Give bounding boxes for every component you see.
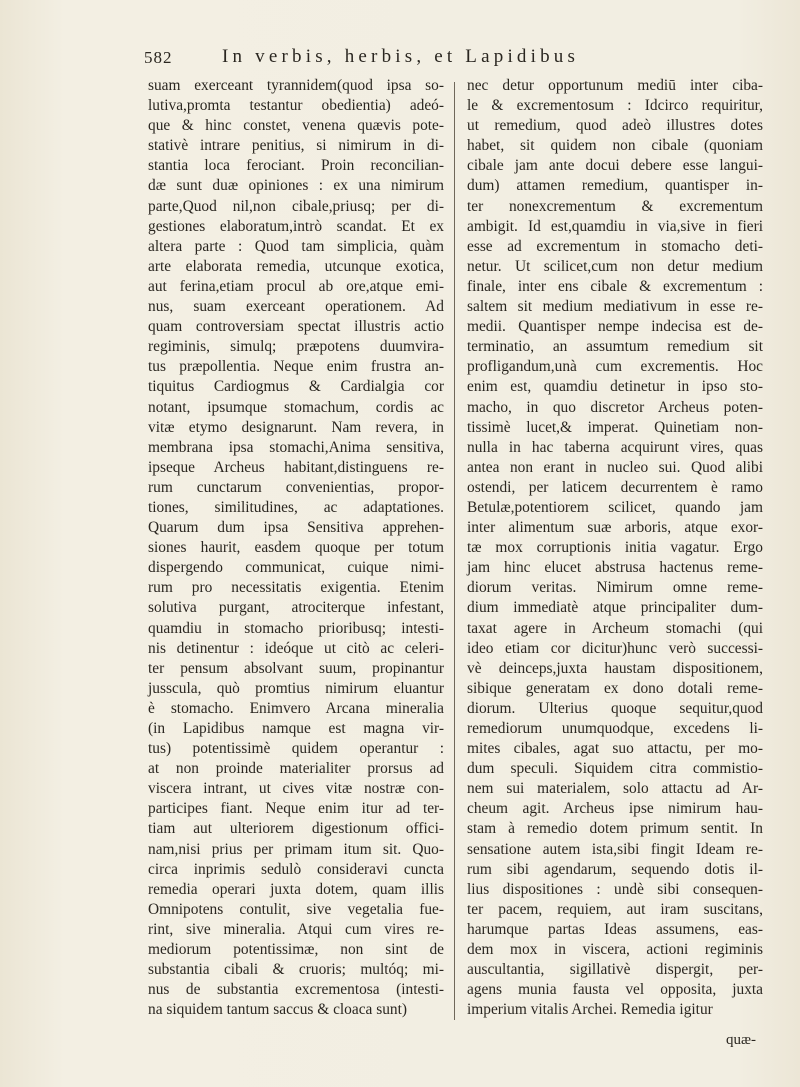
text-line: rum cunctarum convenientias, propor- [148,478,444,496]
page-header [144,46,764,70]
text-line: lutiva,promta testantur obedientia) adeó- [148,97,444,115]
text-line: nis detinentur : ideóque ut citò ac celeri- [148,639,444,657]
text-line: membrana ipsa stomachi,Anima sensitiva, [148,438,444,456]
text-line: ideo etiam cor dicitur)hunc verò successi- [467,639,763,657]
text-line: medii. Quantisper nempe indecisa est de- [467,318,763,336]
text-line: auscultantia, sigillativè dispergit, per- [467,961,763,979]
text-line: siones haurit, easdem quoque per totum [148,539,444,557]
text-line: nam,nisi prius per primam itum sit. Quo- [148,840,444,858]
text-line: harumque partas Ideas assumens, eas- [467,920,763,938]
running-title: In verbis, herbis, et Lapidibus [222,46,580,67]
text-line: ut remedium, quod adeò illustres dotes [467,117,763,135]
text-line: le & excrementosum : Idcirco requiritur, [467,97,763,115]
text-line: remedia operari juxta dotem, quam illis [148,880,444,898]
text-line: ipseque Archeus habitant,distinguens re- [148,458,444,476]
text-line: (in Lapidibus namque est magna vir- [148,720,444,737]
text-line: diorum. Ulterius quoque sequitur,quod [467,699,763,717]
text-line: at non proinde materialiter prorsus ad [148,760,444,778]
text-line: lius dispositiones : undè sibi consequen- [467,880,763,898]
text-line: que & hinc constet, venena quævis pote- [148,117,444,135]
text-line: na siquidem tantum saccus & cloaca sunt) [148,1001,408,1019]
text-line: agens munia fausta vel opposita, juxta [467,981,763,999]
text-line: tæ mox corruptionis initia vagatur. Ergo [467,539,763,557]
text-line: aut ferina,etiam procul ab ore,atque emi- [148,277,444,295]
text-line: sensatione autem ista,sibi fingit Ideam re- [467,840,763,858]
text-line: parte,Quod nil,non cibale,priusq; per di- [148,197,444,215]
text-line: stativè intrare penitius, si nimirum in di- [148,137,444,155]
text-line: ter pensum absolvant suum, propinantur [148,659,444,677]
text-line: vè deinceps,juxta haustam dispositionem, [467,659,763,677]
text-line: tiam aut ulteriorem digestionum offici- [148,820,444,838]
text-line: quam controversiam spectat illustris actio [148,318,444,336]
text-line: cibale jam ante docui debere esse langui- [467,157,763,175]
text-line: altera parte : Quod tam simplicia, quàm [148,237,444,255]
text-line: ostendi, per laticem decurrentem è ramo [467,478,763,496]
column-divider [454,82,455,1020]
text-line: inter alimentum suæ arboris, atque exor- [467,519,763,537]
text-line: Betulæ,potentiorem scilicet, quando jam [467,498,763,516]
text-line: substantia cibali & cruoris; multóq; mi- [148,961,444,979]
text-line: dispergendo communicat, cuique nimi- [148,559,444,577]
text-line: Omnipotens contulit, sive vegetalia fue- [148,900,444,918]
text-line: ambigit. Id est,quamdiu in via,sive in fieri [467,217,763,235]
text-line: arte elaborata remedia, utcunque exotica, [148,257,444,275]
text-line: circa inprimis sedulò consideravi cuncta [148,860,444,878]
text-line: tus) potentissimè quidem operantur : [148,740,444,758]
text-line: stantia loca ferociant. Proin reconcilian- [148,157,444,175]
text-line: imperium vitalis Archei. Remedia igitur [467,1001,713,1019]
text-line: regiminis, simulq; præpotens duumvira- [148,338,444,356]
text-line: remediorum unumquodque, excedens li- [467,720,763,737]
text-line: dem mox in viscera, actioni regiminis [467,941,763,959]
text-line: esse ad excrementum in stomacho deti- [467,237,763,255]
text-line: quamdiu in stomacho prioribusq; intesti- [148,619,444,637]
text-line: viscera intrant, ut cives vitæ nostræ con- [148,780,444,798]
text-line: dæ sunt duæ opiniones : ex una nimirum [148,177,444,195]
catchword: quæ- [726,1032,756,1048]
text-line: enim est, quamdiu detinetur in ipso sto- [467,378,763,396]
text-line: jam hinc elucet abstrusa hactenus reme- [467,559,763,577]
text-line: tiones, similitudines, ac adaptationes. [148,498,444,516]
text-line: solutiva purgant, atrociterque infestant, [148,599,444,617]
text-line: rum sibi agendarum, sequendo dotis il- [467,860,763,878]
text-line: cheum agit. Archeus ipse nimirum hau- [467,800,763,818]
text-line: participes fiant. Neque enim itur ad ter- [148,800,444,818]
text-line: taxat agere in Archeum stomachi (qui [467,619,763,637]
text-line: rint, sive mineralia. Atqui cum vires re- [148,920,444,938]
text-line: netur. Ut scilicet,cum non detur medium [467,257,763,275]
text-line: nem sui materialem, solo attactu ad Ar- [467,780,763,798]
text-line: sibique generatam ex dono dotali reme- [467,679,763,697]
text-line: dum speculi. Siquidem citra commistio- [467,760,763,778]
text-line: terminatio, an assumtum remedium sit [467,338,763,356]
text-line: stam à remedio dotem primum sentit. In [467,820,763,838]
left-text-column [148,76,444,1020]
text-line: antea non erant in nucleo sui. Quod alibi [467,458,763,476]
text-line: macho, in quo discretor Archeus poten- [467,398,763,416]
text-line: mites cibales, agat suo attactu, per mo- [467,740,763,758]
text-line: dum) attamen remedium, quantisper in- [467,177,763,195]
text-line: rum pro necessitatis exigentia. Etenim [148,579,444,597]
page-number: 582 [144,48,173,67]
text-line: nulla in hac taberna acquirunt vires, quas [467,438,763,456]
text-line: habet, sit quidem non cibale (quoniam [467,137,763,155]
text-line: suam exerceant tyrannidem(quod ipsa so- [148,77,444,94]
text-line: nec detur opportunum mediū inter ciba- [467,77,763,94]
text-line: Quarum dum ipsa Sensitiva apprehen- [148,519,444,537]
text-line: tus præpollentia. Neque enim frustra an- [148,358,444,376]
text-line: profligandum,unà cum excrementis. Hoc [467,358,763,376]
text-line: finale, inter ens cibale & excrementum : [467,277,763,295]
text-line: gestiones elaboratum,intrò scandat. Et ex [148,217,444,235]
text-line: tiquitus Cardiogmus & Cardialgia cor [148,378,444,396]
text-line: nus, suam exerceant operationem. Ad [148,298,444,316]
text-line: jusscula, quò promtius nimirum eluantur [148,679,444,697]
text-line: dium immediatè atque principaliter dum- [467,599,763,617]
text-line: nus de substantia excrementosa (intesti- [148,981,444,999]
text-line: notant, ipsumque stomachum, cordis ac [148,398,444,416]
text-line: tissimè lucet,& imperat. Quinetiam non- [467,418,763,436]
text-line: saltem sit medium mediativum in esse re- [467,298,763,316]
text-line: vitæ etymo designarunt. Nam revera, in [148,418,444,436]
text-line: diorum veritas. Nimirum omne reme- [467,579,763,597]
text-line: ter nonexcrementum & excrementum [467,197,763,215]
right-text-column [467,76,763,1020]
text-line: ter pacem, requiem, aut iram suscitans, [467,900,763,918]
text-line: è stomacho. Enimvero Arcana mineralia [148,699,444,717]
text-line: mediorum potentissimæ, non sint de [148,941,444,959]
